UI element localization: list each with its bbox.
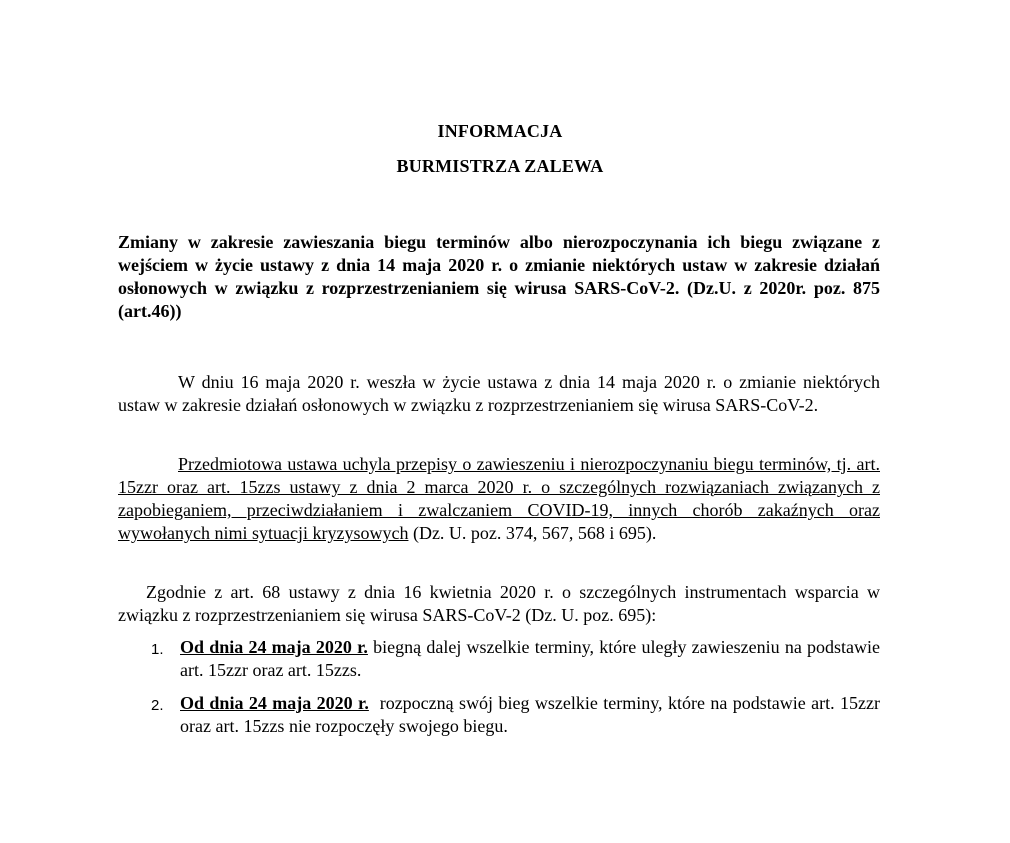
- list-item-date: Od dnia 24 maja 2020 r.: [180, 637, 368, 657]
- list-item: [118, 636, 880, 682]
- list-item: [118, 692, 885, 738]
- terms-list: [118, 636, 885, 748]
- heading-subtitle: BURMISTRZA ZALEWA: [396, 156, 604, 176]
- paragraph-2-underlined: Przedmiotowa ustawa uchyla przepisy o zawieszeniu i nierozpoczynaniu biegu terminów, tj. art. 15zzr oraz art. 15zzs ustawy z dnia 2 marca 2020 r. o szczególnych rozwiązaniach związanych z zapobieganiem, przeciwdziałaniem i zwalczaniem COVID-19, innych chorób zakaźnych oraz wywołanych nimi sytuacji kryzysowych: [118, 454, 880, 543]
- list-item-number: 2.: [151, 697, 164, 714]
- paragraph-3: Zgodnie z art. 68 ustawy z dnia 16 kwietnia 2020 r. o szczególnych instrumentach wsparcia w związku z rozprzestrzenianiem się wirusa SARS-CoV-2 (Dz. U. poz. 695):: [118, 582, 880, 625]
- list-item-text: biegną dalej wszelkie terminy, które uległy zawieszeniu na podstawie art. 15zzr oraz art. 15zzs.: [180, 637, 881, 680]
- list-item-number: 1.: [151, 641, 164, 658]
- paragraph-2: [118, 453, 880, 545]
- list-item-text: rozpoczną swój bieg wszelkie terminy, które na podstawie art. 15zzr oraz art. 15zzs nie rozpoczęły swojego biegu.: [180, 693, 885, 736]
- subject-paragraph: Zmiany w zakresie zawieszania biegu terminów albo nierozpoczynania ich biegu związane z wejściem w życie ustawy z dnia 14 maja 2020 r. o zmianie niektórych ustaw w zakresie działań osłonowych w związku z rozprzestrzenianiem się wirusa SARS-CoV-2. (Dz.U. z 2020r. poz. 875 (art.46)): [118, 232, 880, 321]
- heading-title: INFORMACJA: [437, 121, 563, 141]
- paragraph-2-rest: (Dz. U. poz. 374, 567, 568 i 695).: [408, 523, 657, 543]
- list-item-date: Od dnia 24 maja 2020 r.: [180, 693, 369, 713]
- paragraph-1: W dniu 16 maja 2020 r. weszła w życie ustawa z dnia 14 maja 2020 r. o zmianie niektórych ustaw w zakresie działań osłonowych w związku z rozprzestrzenianiem się wirusa SARS-CoV-2.: [118, 372, 880, 415]
